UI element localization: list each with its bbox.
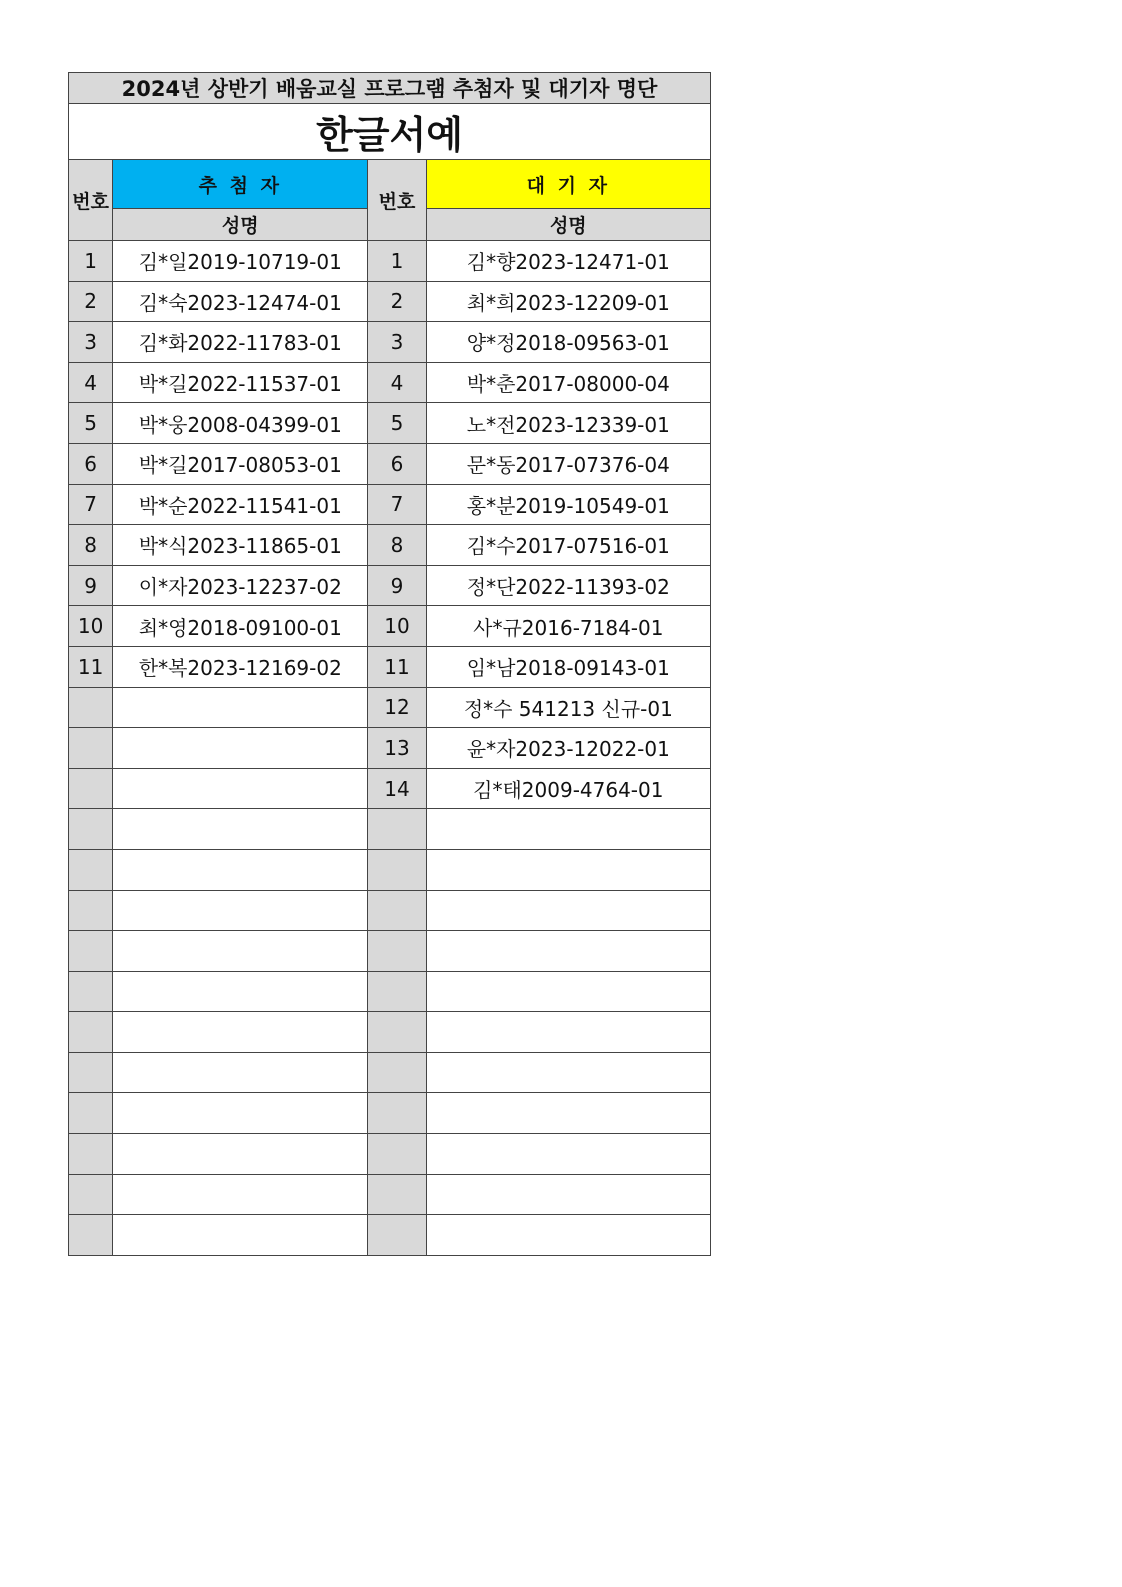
table-row <box>69 646 711 687</box>
waiting-name-cell: 노*전2023-12339-01 <box>426 403 710 444</box>
winner-name-cell <box>113 1012 368 1053</box>
table-row <box>69 849 711 890</box>
waiting-number-cell <box>368 1134 426 1175</box>
winner-number-cell: 1 <box>69 241 113 282</box>
waiting-number-cell: 1 <box>368 241 426 282</box>
winner-name-cell: 박*식2023-11865-01 <box>113 525 368 566</box>
waiting-header: 대 기 자 <box>426 160 710 209</box>
waiting-name-cell <box>426 849 710 890</box>
waiting-number-cell <box>368 1052 426 1093</box>
winner-number-cell <box>69 1012 113 1053</box>
winner-name-cell <box>113 728 368 769</box>
waiting-name-cell <box>426 1134 710 1175</box>
waiting-name-cell: 문*동2017-07376-04 <box>426 443 710 484</box>
waiting-number-cell: 5 <box>368 403 426 444</box>
table-row <box>69 1052 711 1093</box>
winner-name-cell <box>113 1215 368 1256</box>
table-row <box>69 1093 711 1134</box>
table-row <box>69 403 711 444</box>
waiting-name-cell <box>426 1215 710 1256</box>
waiting-name-cell <box>426 971 710 1012</box>
winner-name-cell <box>113 849 368 890</box>
table-row <box>69 931 711 972</box>
waiting-name-cell <box>426 1174 710 1215</box>
subtitle-row <box>69 104 711 160</box>
waiting-number-header: 번호 <box>368 160 426 241</box>
waiting-name-cell: 최*희2023-12209-01 <box>426 281 710 322</box>
waiting-name-cell <box>426 890 710 931</box>
table-row <box>69 241 711 282</box>
table-row <box>69 362 711 403</box>
waiting-number-cell <box>368 1174 426 1215</box>
roster-sheet <box>68 72 711 1256</box>
winner-name-header: 성명 <box>113 209 368 241</box>
winner-number-cell <box>69 1052 113 1093</box>
waiting-number-cell <box>368 890 426 931</box>
waiting-number-cell <box>368 1215 426 1256</box>
winner-number-cell: 6 <box>69 443 113 484</box>
winner-name-cell <box>113 1174 368 1215</box>
waiting-number-cell <box>368 971 426 1012</box>
waiting-number-cell: 2 <box>368 281 426 322</box>
winner-name-cell <box>113 1052 368 1093</box>
table-row <box>69 484 711 525</box>
waiting-name-cell: 김*수2017-07516-01 <box>426 525 710 566</box>
winner-name-cell <box>113 809 368 850</box>
waiting-number-cell: 14 <box>368 768 426 809</box>
table-row <box>69 809 711 850</box>
waiting-number-cell <box>368 931 426 972</box>
winner-number-cell <box>69 768 113 809</box>
table-row <box>69 565 711 606</box>
waiting-number-cell <box>368 809 426 850</box>
table-row <box>69 281 711 322</box>
winner-number-header: 번호 <box>69 160 113 241</box>
waiting-name-cell: 김*향2023-12471-01 <box>426 241 710 282</box>
waiting-name-cell: 정*수 541213 신규-01 <box>426 687 710 728</box>
winner-name-cell <box>113 1134 368 1175</box>
winner-number-cell <box>69 1134 113 1175</box>
winner-number-cell <box>69 1174 113 1215</box>
waiting-number-cell: 12 <box>368 687 426 728</box>
winner-name-cell <box>113 768 368 809</box>
winner-name-cell: 김*일2019-10719-01 <box>113 241 368 282</box>
winner-number-cell <box>69 1215 113 1256</box>
waiting-name-cell: 양*정2018-09563-01 <box>426 322 710 363</box>
waiting-name-cell: 임*남2018-09143-01 <box>426 646 710 687</box>
winner-number-cell: 5 <box>69 403 113 444</box>
waiting-name-cell: 홍*분2019-10549-01 <box>426 484 710 525</box>
program-name: 한글서예 <box>69 104 711 160</box>
winner-number-cell: 11 <box>69 646 113 687</box>
table-row <box>69 890 711 931</box>
waiting-number-cell: 13 <box>368 728 426 769</box>
winner-number-cell <box>69 890 113 931</box>
table-row <box>69 1215 711 1256</box>
waiting-number-cell <box>368 849 426 890</box>
table-row <box>69 687 711 728</box>
title-row <box>69 73 711 104</box>
winner-number-cell <box>69 687 113 728</box>
waiting-name-cell <box>426 809 710 850</box>
table-row <box>69 1134 711 1175</box>
table-row <box>69 1012 711 1053</box>
winners-header: 추 첨 자 <box>113 160 368 209</box>
winner-name-cell: 박*길2022-11537-01 <box>113 362 368 403</box>
waiting-name-cell: 정*단2022-11393-02 <box>426 565 710 606</box>
winner-name-cell <box>113 890 368 931</box>
winner-number-cell: 7 <box>69 484 113 525</box>
winner-number-cell <box>69 728 113 769</box>
waiting-name-cell: 사*규2016-7184-01 <box>426 606 710 647</box>
winner-number-cell <box>69 931 113 972</box>
winner-number-cell: 10 <box>69 606 113 647</box>
document-title: 2024년 상반기 배움교실 프로그램 추첨자 및 대기자 명단 <box>69 73 711 104</box>
waiting-number-cell: 10 <box>368 606 426 647</box>
roster-table <box>68 72 711 1256</box>
waiting-name-cell <box>426 1012 710 1053</box>
table-row <box>69 443 711 484</box>
waiting-name-cell <box>426 1093 710 1134</box>
winner-name-cell: 박*길2017-08053-01 <box>113 443 368 484</box>
waiting-number-cell <box>368 1093 426 1134</box>
waiting-number-cell: 3 <box>368 322 426 363</box>
winner-name-cell <box>113 1093 368 1134</box>
waiting-number-cell: 11 <box>368 646 426 687</box>
winner-number-cell: 4 <box>69 362 113 403</box>
waiting-number-cell: 6 <box>368 443 426 484</box>
winner-number-cell <box>69 1093 113 1134</box>
winner-name-cell <box>113 931 368 972</box>
header-row-1 <box>69 160 711 209</box>
winner-number-cell <box>69 971 113 1012</box>
table-row <box>69 768 711 809</box>
waiting-number-cell <box>368 1012 426 1053</box>
winner-number-cell: 9 <box>69 565 113 606</box>
waiting-number-cell: 7 <box>368 484 426 525</box>
waiting-number-cell: 4 <box>368 362 426 403</box>
waiting-name-cell: 김*태2009-4764-01 <box>426 768 710 809</box>
winner-number-cell: 8 <box>69 525 113 566</box>
waiting-name-cell <box>426 931 710 972</box>
waiting-name-header: 성명 <box>426 209 710 241</box>
table-row <box>69 322 711 363</box>
table-row <box>69 728 711 769</box>
waiting-number-cell: 9 <box>368 565 426 606</box>
winner-name-cell <box>113 687 368 728</box>
winner-name-cell: 박*웅2008-04399-01 <box>113 403 368 444</box>
waiting-number-cell: 8 <box>368 525 426 566</box>
table-row <box>69 606 711 647</box>
winner-number-cell <box>69 849 113 890</box>
table-row <box>69 525 711 566</box>
waiting-name-cell <box>426 1052 710 1093</box>
winner-name-cell: 한*복2023-12169-02 <box>113 646 368 687</box>
table-row <box>69 971 711 1012</box>
winner-number-cell: 2 <box>69 281 113 322</box>
winner-name-cell: 박*순2022-11541-01 <box>113 484 368 525</box>
winner-name-cell: 최*영2018-09100-01 <box>113 606 368 647</box>
winner-name-cell: 김*화2022-11783-01 <box>113 322 368 363</box>
table-row <box>69 1174 711 1215</box>
winner-name-cell: 이*자2023-12237-02 <box>113 565 368 606</box>
winner-name-cell: 김*숙2023-12474-01 <box>113 281 368 322</box>
winner-number-cell <box>69 809 113 850</box>
waiting-name-cell: 윤*자2023-12022-01 <box>426 728 710 769</box>
winner-number-cell: 3 <box>69 322 113 363</box>
waiting-name-cell: 박*춘2017-08000-04 <box>426 362 710 403</box>
winner-name-cell <box>113 971 368 1012</box>
